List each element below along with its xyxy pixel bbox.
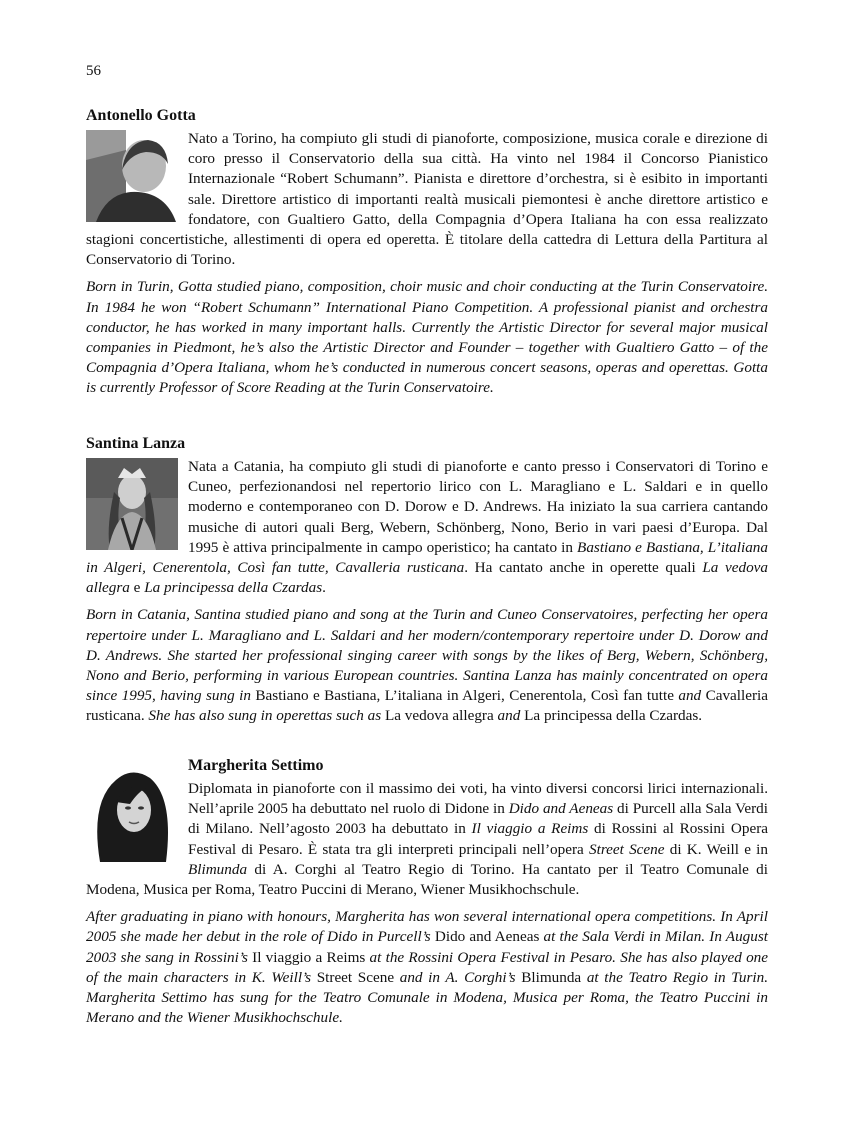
bio-text-english: After graduating in piano with honours, Margherita has won several international opera competitions. In April 2005 she made her debut in the role of Dido in Purcell’s Dido and Aeneas at the Sala Verdi in Milan. In August 2003 she sang in Rossini’s Il viaggio a Reims at the Rossini Opera Festival in Pesaro. She has also played one of the main characters in K. Weill’s Street Scene and in A. Corghi’s Blimunda at the Teatro Regio in Turin. Margherita Settimo has sung for the Teatro Comunale in Modena, Musica per Roma, the Teatro Puccini in Merano and the Wiener Musikhochschule. <box>86 908 769 1027</box>
portrait-photo-gotta <box>86 130 178 222</box>
bio-name: Antonello Gotta <box>86 107 196 124</box>
bio-text-italian: Nato a Torino, ha compiuto gli studi di pianoforte, composizione, musica corale e direzione di coro presso il Conservatorio della sua città. Ha vinto nel 1984 il Concorso Pianistico Internazionale “Robert Schumann”. Pianista e direttore d’orchestra, si è esibito in importanti sale. Direttore artistico di importanti realtà musicali piemontesi è anche direttore artistico e fondatore, con Gualtiero Gatto, della Compagnia d’Opera Italiana ha con essa realizzato stagioni concertistiche, allestimenti di opera ed operetta. È titolare della cattedra di Lettura della Partitura al Conservatorio di Torino. <box>86 130 768 269</box>
bio-santina-lanza <box>86 434 768 727</box>
bio-antonello-gotta <box>86 106 768 399</box>
bio-name: Santina Lanza <box>86 435 186 452</box>
bio-text-italian: Nata a Catania, ha compiuto gli studi di pianoforte e canto presso i Conservatori di Torino e Cuneo, perfezionandosi nel repertorio lirico con L. Maragliano e L. Saldari e in quello moderno e contemporaneo con D. Dorow e D. Andrews. Ha iniziato la sua carriera cantando musiche di autori quali Berg, Webern, Schönberg, Nono, Berio in vari paesi d’Europa. Dal 1995 è attiva principalmente in campo operistico; ha cantato in Bastiano e Bastiana, L’italiana in Algeri, Cenerentola, Così fan tutte, Cavalleria rusticana. Ha cantato anche in operette quali La vedova allegra e La principessa della Czardas. <box>86 458 769 597</box>
portrait-photo-settimo <box>86 762 178 862</box>
portrait-photo-lanza <box>86 458 178 550</box>
bio-text-italian: Diplomata in pianoforte con il massimo dei voti, ha vinto diversi concorsi lirici internazionali. Nell’aprile 2005 ha debuttato nel ruolo di Didone in Dido and Aeneas di Purcell alla Sala Verdi di Milano. Nell’agosto 2003 ha debuttato in Il viaggio a Reims di Rossini al Rossini Opera Festival di Pesaro. È stata tra gli interpreti principali nell’opera Street Scene di K. Weill e in Blimunda di A. Corghi al Teatro Regio di Torino. Ha cantato per il Teatro Comunale di Modena, Musica per Roma, Teatro Puccini di Merano, Wiener Musikhochschule. <box>86 780 768 899</box>
bio-name: Margherita Settimo <box>188 757 324 774</box>
page-number: 56 <box>86 63 101 79</box>
bio-margherita-settimo <box>86 756 768 1028</box>
bio-text-english: Born in Catania, Santina studied piano and song at the Turin and Cuneo Conservatoires, perfecting her opera repertoire under L. Maragliano and L. Saldari and her modern/contemporary repertoire under D. Dorow and D. Andrews. She started her professional singing career with songs by the likes of Berg, Webern, Schönberg, Nono and Berio, performing in various European countries. Santina Lanza has mainly concentrated on opera since 1995, having sung in Bastiano e Bastiana, L’italiana in Algeri, Cenerentola, Così fan tutte and Cavalleria rusticana. She has also sung in operettas such as La vedova allegra and La principessa della Czardas. <box>86 606 768 725</box>
bio-text-english: Born in Turin, Gotta studied piano, composition, choir music and choir conducting at the Turin Conservatoire. In 1984 he won “Robert Schumann” International Piano Competition. A professional pianist and orchestra conductor, he has worked in many important halls. Currently the Artistic Director for several major musical companies in Piedmont, he’s also the Artistic Director and Founder – together with Gualtiero Gatto – of the Compagnia d’Opera Italiana, whom he’s conducted in numerous concert seasons, operas and operettas. Gotta is currently Professor of Score Reading at the Turin Conservatoire. <box>86 278 768 397</box>
